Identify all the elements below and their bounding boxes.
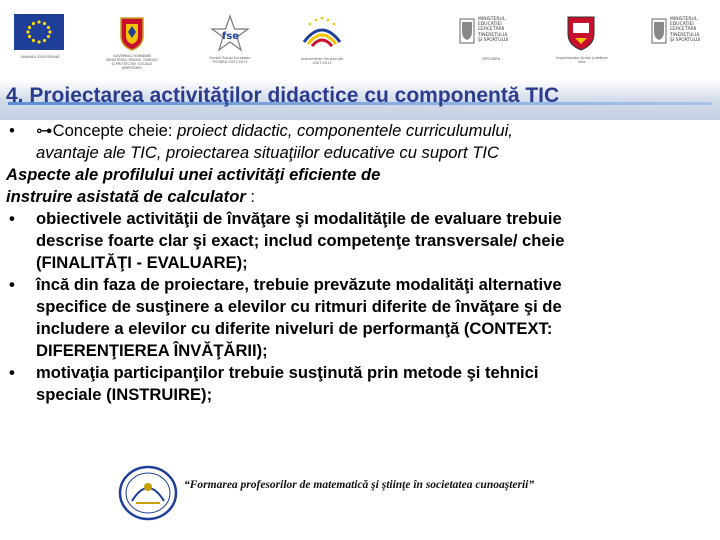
point-1-line-2: descrise foarte clar şi exact; includ competenţe transversale/ cheie — [36, 231, 565, 250]
university-caption: Inspectoratul Şcolar Judeţean Ilfov — [556, 56, 608, 64]
ministry-name-left: MINISTERUL EDUCAŢIEI CERCETĂRII TINERETULUI ŞI SPORTULUI — [478, 17, 509, 43]
oiposdru-caption: OIPOSDRU — [481, 57, 501, 61]
key-concepts-marker: ⊶ — [36, 121, 53, 140]
point-3-line-2: speciale (INSTRUIRE); — [36, 385, 213, 404]
key-concepts-terms-1: proiect didactic, componentele curriculumului, — [172, 121, 513, 140]
ministry-crest-left-icon — [459, 18, 475, 44]
key-concepts-label: Concepte cheie — [52, 121, 168, 140]
fse-star-logo — [210, 14, 250, 54]
instrumente-structurale-logo — [300, 14, 344, 54]
key-concepts-line-2 — [6, 142, 714, 164]
point-1-line-1: • obiectivele activităţii de învăţare şi modalităţile de evaluare trebuie — [9, 209, 562, 228]
instrumente-structurale-caption: Instrumente Structurale 2007-2013 — [301, 57, 343, 65]
coat-of-arms-caption: GUVERNUL ROMÂNIEI MINISTERUL MUNCII, FAMILIEI ŞI PROTECŢIEI SOCIALE AMPOSDRU — [106, 54, 158, 70]
point-2-line-1: • încă din faza de proiectare, trebuie prevăzute modalităţi alternative — [9, 275, 562, 294]
bullet: • — [9, 121, 15, 140]
point-2-line-4: DIFERENŢIEREA ÎNVĂŢĂRII); — [36, 341, 268, 360]
slide-body — [6, 120, 714, 406]
point-1-line-3: (FINALITĂŢI - EVALUARE); — [36, 253, 248, 272]
aspects-heading-text: instruire asistată de calculator — [6, 187, 246, 206]
fse-text: fse — [222, 31, 240, 42]
project-emblem-logo — [118, 465, 178, 521]
aspects-heading-suffix: : — [245, 187, 256, 206]
key-concepts-terms-2: avantaje ale TIC, proiectarea situaţiilor educative cu suport TIC — [36, 143, 500, 162]
bullet: • — [9, 275, 15, 294]
eu-flag-logo — [14, 14, 64, 50]
logo-bar — [0, 0, 720, 72]
key-concepts-line-1 — [6, 120, 714, 142]
point-2-line-3: includere a elevilor cu diferite niveluri de performanţă (CONTEXT: — [36, 319, 553, 338]
bullet: • — [9, 209, 15, 228]
aspects-heading-line-2 — [6, 186, 714, 208]
eu-flag-caption: UNIUNEA EUROPEANĂ — [20, 55, 60, 59]
point-2-line-2: specifice de susţinere a elevilor cu ritmuri diferite de învăţare şi de — [36, 297, 562, 316]
bullet: • — [9, 363, 15, 382]
coat-of-arms-logo — [117, 14, 147, 52]
project-caption: “Formarea profesorilor de matematică şi ştiinţe în societatea cunoaşterii” — [184, 479, 535, 491]
ministry-name-right: MINISTERUL EDUCAŢIEI CERCETĂRII TINERETULUI ŞI SPORTULUI — [670, 17, 701, 43]
university-shield-logo — [565, 14, 597, 52]
fse-caption: Fondul Social European POSDRU 2007-2013 — [209, 56, 251, 64]
point-3-line-1: • motivaţia participanţilor trebuie susţinută prin metode şi tehnici — [9, 363, 539, 382]
slide-title: 4. Proiectarea activităţilor didactice cu componentă TIC — [6, 84, 560, 107]
ministry-crest-right-icon — [651, 18, 667, 44]
key-concepts-colon: : — [167, 121, 173, 140]
aspects-heading-line-1: Aspecte ale profilului unei activităţi eficiente de — [6, 165, 381, 184]
